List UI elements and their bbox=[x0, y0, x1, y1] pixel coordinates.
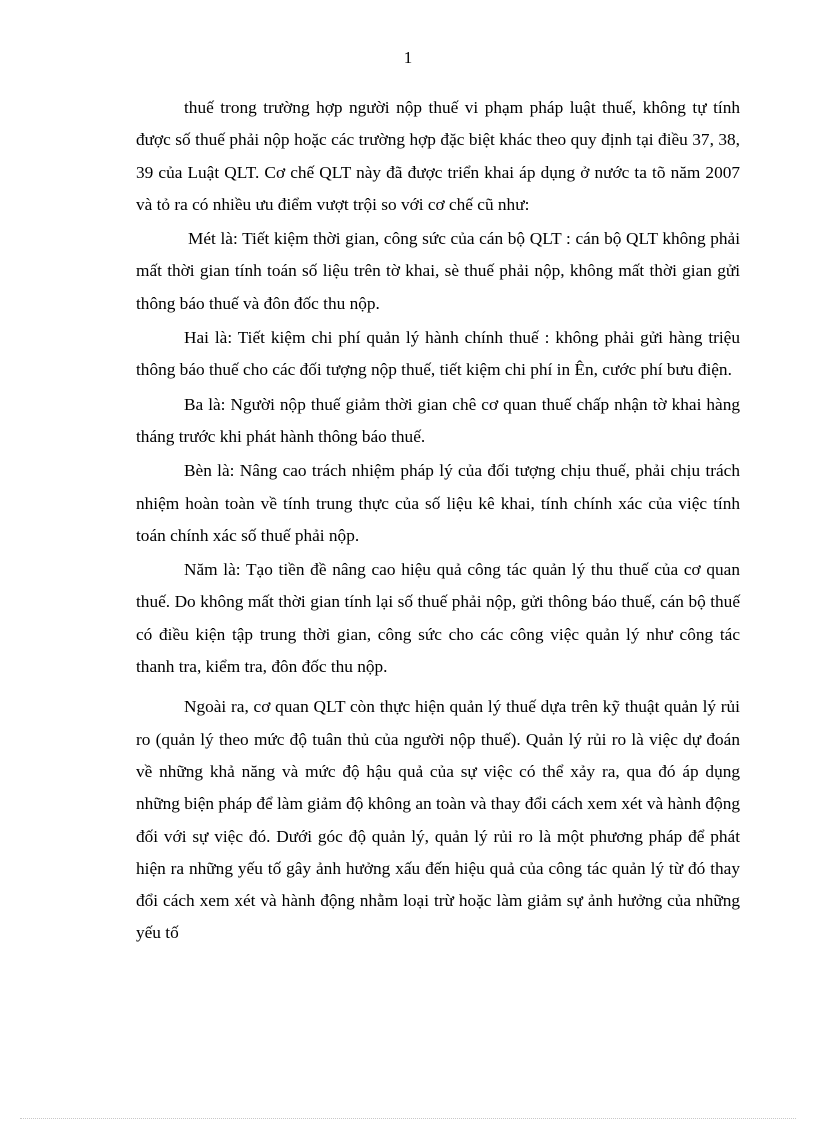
paragraph-second-point: Hai là: Tiết kiệm chi phí quản lý hành chính thuế : không phải gửi hàng triệu thông báo thuế cho các đối tượng nộp thuế, tiết kiệm chi phí in Ên, cước phí bưu điện. bbox=[136, 328, 740, 380]
page-number: 1 bbox=[403, 48, 413, 67]
paragraph-fourth-point: Bèn là: Nâng cao trách nhiệm pháp lý của đối tượng chịu thuế, phải chịu trách nhiệm hoàn toàn về tính trung thực của số liệu kê khai, tính chính xác của việc tính toán chính xác số thuế phải nộp. bbox=[136, 461, 740, 545]
paragraph-continuation: thuế trong trường hợp người nộp thuế vi phạm pháp luật thuế, không tự tính được số thuế phải nộp hoặc các trường hợp đặc biệt khác theo quy định tại điều 37, 38, 39 của Luật QLT. Cơ chế QLT này đã được triển khai áp dụng ở nước ta tõ năm 2007 và tỏ ra có nhiều ưu điểm vượt trội so với cơ chế cũ như: bbox=[136, 98, 740, 214]
paragraph-first-point: Mét là: Tiết kiệm thời gian, công sức của cán bộ QLT : cán bộ QLT không phải mất thời gian tính toán số liệu trên tờ khai, sè thuế phải nộp, không mất thời gian gửi thông báo thuế và đôn đốc thu nộp. bbox=[136, 229, 740, 313]
page-bottom-divider bbox=[20, 1118, 796, 1119]
paragraph-third-point: Ba là: Người nộp thuế giảm thời gian chê cơ quan thuế chấp nhận tờ khai hàng tháng trước khi phát hành thông báo thuế. bbox=[136, 394, 740, 446]
document-body bbox=[136, 92, 740, 950]
paragraph-fifth-point: Năm là: Tạo tiền đề nâng cao hiệu quả công tác quản lý thu thuế của cơ quan thuế. Do không mất thời gian tính lại số thuế phải nộp, gửi thông báo thuế, cán bộ thuế có điều kiện tập trung thời gian, công sức cho các công việc quản lý như công tác thanh tra, kiểm tra, đôn đốc thu nộp. bbox=[136, 560, 740, 677]
paragraph-risk-management: Ngoài ra, cơ quan QLT còn thực hiện quản lý thuế dựa trên kỹ thuật quản lý rủi ro (quản lý theo mức độ tuân thủ của người nộp thuế). Quản lý rủi ro là việc dự đoán về những khả năng và mức độ hậu quả của sự việc có thể xảy ra, qua đó áp dụng những biện pháp để làm giảm độ không an toàn và thay đổi cách xem xét và hành động đối với sự việc đó. Dưới góc độ quản lý, quản lý rủi ro là một phương pháp để phát hiện ra những yếu tố gây ảnh hưởng xấu đến hiệu quả của công tác quản lý từ đó thay đổi cách xem xét và hành động nhằm loại trừ hoặc làm giảm sự ảnh hưởng của những yếu tố bbox=[136, 697, 740, 943]
